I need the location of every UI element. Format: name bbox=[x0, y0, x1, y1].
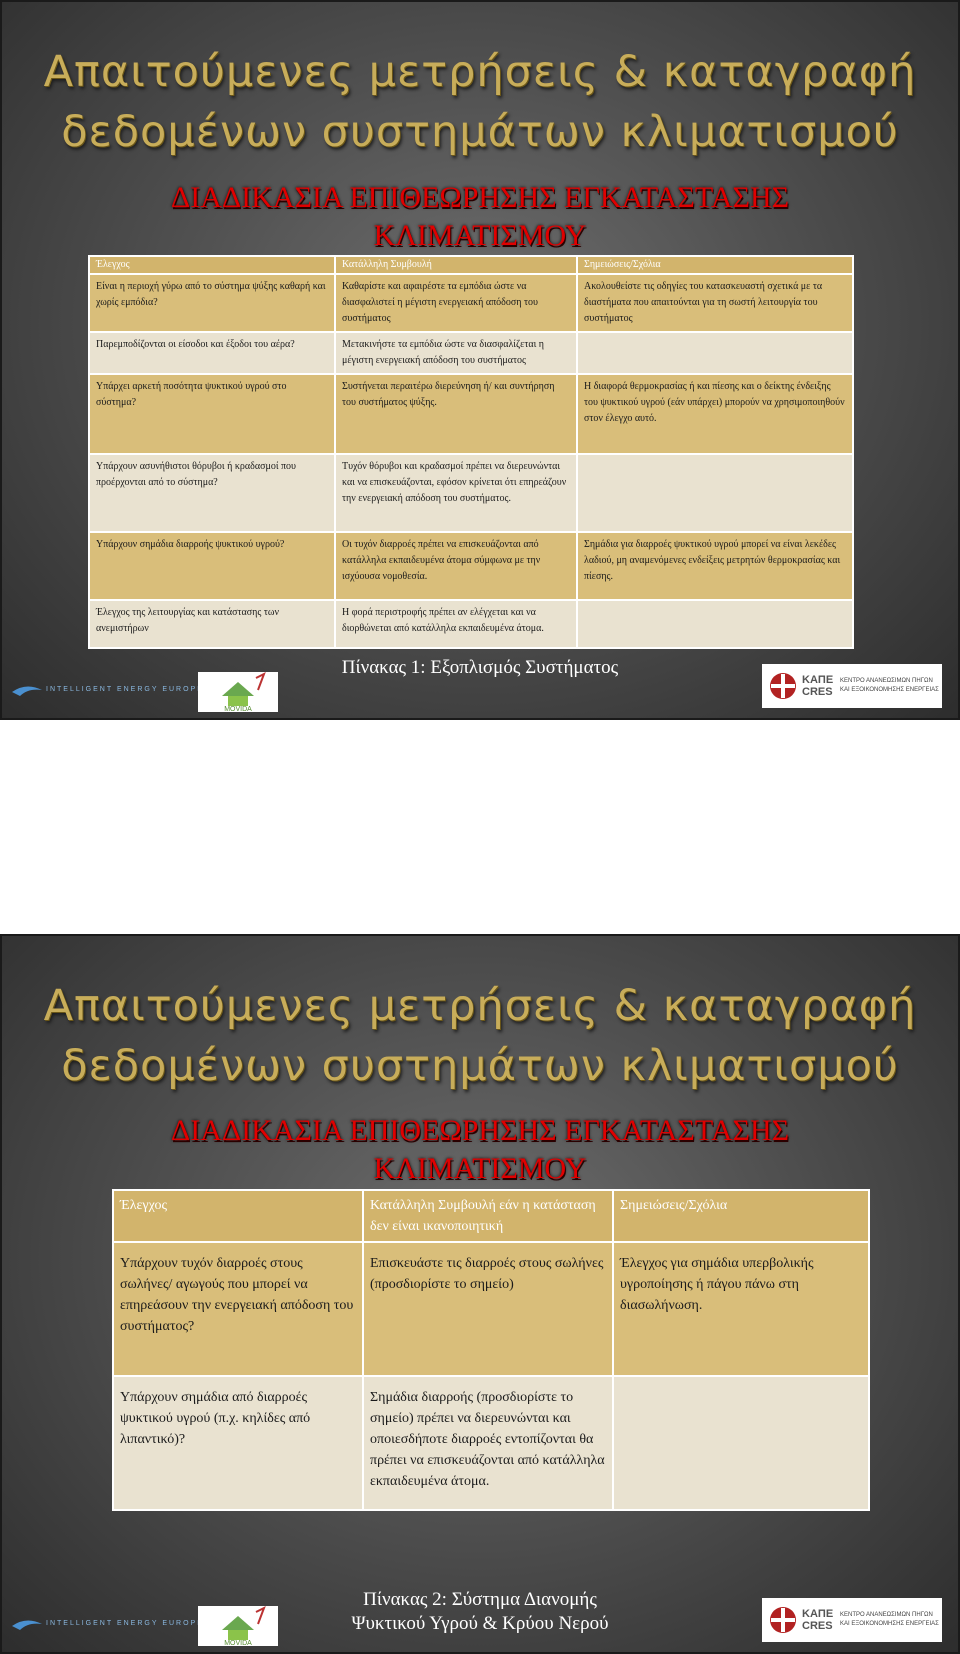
table-cell: Οι τυχόν διαρροές πρέπει να επισκευάζονται από κατάλληλα εκπαιδευμένα άτομα σύμφωνα με την ισχύουσα νομοθεσία. bbox=[335, 532, 577, 600]
table-row bbox=[89, 600, 853, 648]
header-check: Έλεγχος bbox=[113, 1190, 363, 1242]
intelligent-energy-logo-text: INTELLIGENT ENERGY EUROPE bbox=[46, 686, 204, 693]
table-caption-line-2: Ψυκτικού Υγρού & Κρύου Νερού bbox=[351, 1613, 609, 1634]
cres-emblem-icon bbox=[768, 671, 798, 701]
table-row bbox=[89, 374, 853, 454]
table-row bbox=[89, 454, 853, 532]
table-row bbox=[113, 1376, 869, 1510]
cres-logo bbox=[762, 1598, 942, 1642]
table-cell bbox=[577, 332, 853, 374]
table-row bbox=[89, 274, 853, 332]
slide-title bbox=[2, 976, 958, 1096]
slide-2 bbox=[0, 934, 960, 1654]
table-cell: Σημάδια για διαρροές ψυκτικού υγρού μπορεί να είναι λεκέδες λαδιού, μη αναμενόμενες ενδείξεις μετρητών θερμοκρασίας και πίεσης. bbox=[577, 532, 853, 600]
table-header-row bbox=[113, 1190, 869, 1242]
header-advice: Κατάλληλη Συμβουλή bbox=[335, 256, 577, 274]
table-cell: Τυχόν θόρυβοι και κραδασμοί πρέπει να διερευνώνται και να επισκευάζονται, εφόσον κρίνεται ότι επηρεάζουν την ενεργειακή απόδοση του συστήματος. bbox=[335, 454, 577, 532]
table-cell: Υπάρχουν σημάδια διαρροής ψυκτικού υγρού? bbox=[89, 532, 335, 600]
table-cell: Υπάρχουν ασυνήθιστοι θόρυβοι ή κραδασμοί που προέρχονται από το σύστημα? bbox=[89, 454, 335, 532]
movida-logo bbox=[198, 1606, 278, 1646]
table-cell: Έλεγχος της λειτουργίας και κατάστασης των ανεμιστήρων bbox=[89, 600, 335, 648]
subtitle-line-1: ΔΙΑΔΙΚΑΣΙΑ ΕΠΙΘΕΩΡΗΣΗΣ ΕΓΚΑΤΑΣΤΑΣΗΣ bbox=[170, 181, 790, 214]
table-cell: Υπάρχουν τυχόν διαρροές στους σωλήνες/ αγωγούς που μπορεί να επηρεάσουν την ενεργειακή απόδοση του συστήματος? bbox=[113, 1242, 363, 1376]
intelligent-energy-europe-logo bbox=[12, 682, 204, 702]
header-check: Έλεγχος bbox=[89, 256, 335, 274]
table-row bbox=[89, 332, 853, 374]
slide-title-line-1: Απαιτούμενες μετρήσεις & καταγραφή bbox=[43, 981, 917, 1031]
table-cell: Η φορά περιστροφής πρέπει αν ελέγχεται και να διορθώνεται από κατάλληλα εκπαιδευμένα άτομα. bbox=[335, 600, 577, 648]
intelligent-energy-logo-text: INTELLIGENT ENERGY EUROPE bbox=[46, 1620, 204, 1627]
slide-title-line-2: δεδομένων συστημάτων κλιματισμού bbox=[61, 107, 899, 157]
table-cell: Καθαρίστε και αφαιρέστε τα εμπόδια ώστε να διασφαλιστεί η μέγιστη ενεργειακή απόδοση του συστήματος bbox=[335, 274, 577, 332]
movida-logo bbox=[198, 672, 278, 712]
cres-short-greek: ΚΑΠΕ bbox=[802, 674, 834, 686]
slide-subtitle bbox=[2, 179, 958, 255]
slide-subtitle bbox=[2, 1112, 958, 1188]
table-row bbox=[89, 532, 853, 600]
equipment-table bbox=[88, 255, 854, 649]
table-cell bbox=[577, 600, 853, 648]
header-advice: Κατάλληλη Συμβουλή εάν η κατάσταση δεν είναι ικανοποιητική bbox=[363, 1190, 613, 1242]
slide-1 bbox=[0, 0, 960, 720]
cres-short-latin: CRES bbox=[802, 686, 833, 698]
table-cell: Έλεγχος για σημάδια υπερβολικής υγροποίησης ή πάγου πάνω στη διασωλήνωση. bbox=[613, 1242, 869, 1376]
movida-logo-text: MOVIDA bbox=[224, 1640, 252, 1647]
subtitle-line-2: ΚΛΙΜΑΤΙΣΜΟΥ bbox=[373, 1152, 587, 1185]
table-row bbox=[113, 1242, 869, 1376]
table-header-row bbox=[89, 256, 853, 274]
table-cell: Ακολουθείστε τις οδηγίες του κατασκευαστή σχετικά με τα διαστήματα που απαιτούνται για τη σωστή λειτουργία του συστήματος bbox=[577, 274, 853, 332]
cres-logo bbox=[762, 664, 942, 708]
header-notes: Σημειώσεις/Σχόλια bbox=[577, 256, 853, 274]
subtitle-line-2: ΚΛΙΜΑΤΙΣΜΟΥ bbox=[373, 219, 587, 252]
table-cell: Σημάδια διαρροής (προσδιορίστε το σημείο) πρέπει να διερευνώνται και οποιεσδήποτε διαρροές εντοπίζονται θα πρέπει να επισκευάζονται από κατάλληλα εκπαιδευμένα άτομα. bbox=[363, 1376, 613, 1510]
subtitle-line-1: ΔΙΑΔΙΚΑΣΙΑ ΕΠΙΘΕΩΡΗΣΗΣ ΕΓΚΑΤΑΣΤΑΣΗΣ bbox=[170, 1114, 790, 1147]
table-cell: Υπάρχει αρκετή ποσότητα ψυκτικού υγρού στο σύστημα? bbox=[89, 374, 335, 454]
cres-emblem-icon bbox=[768, 1605, 798, 1635]
table-cell: Επισκευάστε τις διαρροές στους σωλήνες (προσδιορίστε το σημείο) bbox=[363, 1242, 613, 1376]
table-caption-line-1: Πίνακας 2: Σύστημα Διανομής bbox=[363, 1589, 597, 1610]
table-cell: Συστήνεται περαιτέρω διερεύνηση ή/ και συντήρηση του συστήματος ψύξης. bbox=[335, 374, 577, 454]
table-cell: Παρεμποδίζονται οι είσοδοι και έξοδοι του αέρα? bbox=[89, 332, 335, 374]
intelligent-energy-europe-logo bbox=[12, 1616, 204, 1636]
cres-long-line-1: ΚΕΝΤΡΟ ΑΝΑΝΕΩΣΙΜΩΝ ΠΗΓΩΝ bbox=[840, 1612, 933, 1618]
table-cell: Υπάρχουν σημάδια από διαρροές ψυκτικού υγρού (π.χ. κηλίδες από λιπαντικό)? bbox=[113, 1376, 363, 1510]
slide-title bbox=[2, 42, 958, 162]
cres-short-greek: ΚΑΠΕ bbox=[802, 1608, 834, 1620]
table-cell bbox=[613, 1376, 869, 1510]
cres-long-line-2: ΚΑΙ ΕΞΟΙΚΟΝΟΜΗΣΗΣ ΕΝΕΡΓΕΙΑΣ bbox=[840, 1621, 939, 1627]
cres-long-line-2: ΚΑΙ ΕΞΟΙΚΟΝΟΜΗΣΗΣ ΕΝΕΡΓΕΙΑΣ bbox=[840, 687, 939, 693]
cres-short-latin: CRES bbox=[802, 1620, 833, 1632]
table-cell: Μετακινήστε τα εμπόδια ώστε να διασφαλίζεται η μέγιστη ενεργειακή απόδοση του συστήματος bbox=[335, 332, 577, 374]
slide-title-line-1: Απαιτούμενες μετρήσεις & καταγραφή bbox=[43, 47, 917, 97]
cres-long-line-1: ΚΕΝΤΡΟ ΑΝΑΝΕΩΣΙΜΩΝ ΠΗΓΩΝ bbox=[840, 678, 933, 684]
table-cell bbox=[577, 454, 853, 532]
table-cell: Είναι η περιοχή γύρω από το σύστημα ψύξης καθαρή και χωρίς εμπόδια? bbox=[89, 274, 335, 332]
distribution-table bbox=[112, 1189, 870, 1511]
header-notes: Σημειώσεις/Σχόλια bbox=[613, 1190, 869, 1242]
table-caption: Πίνακας 1: Εξοπλισμός Συστήματος bbox=[341, 657, 619, 678]
table-cell: Η διαφορά θερμοκρασίας ή και πίεσης και ο δείκτης ένδειξης του ψυκτικού υγρού (εάν υπάρχει) μπορούν να χρησιμοποιηθούν στον έλεγχο αυτό. bbox=[577, 374, 853, 454]
slide-title-line-2: δεδομένων συστημάτων κλιματισμού bbox=[61, 1041, 899, 1091]
movida-logo-text: MOVIDA bbox=[224, 706, 252, 713]
